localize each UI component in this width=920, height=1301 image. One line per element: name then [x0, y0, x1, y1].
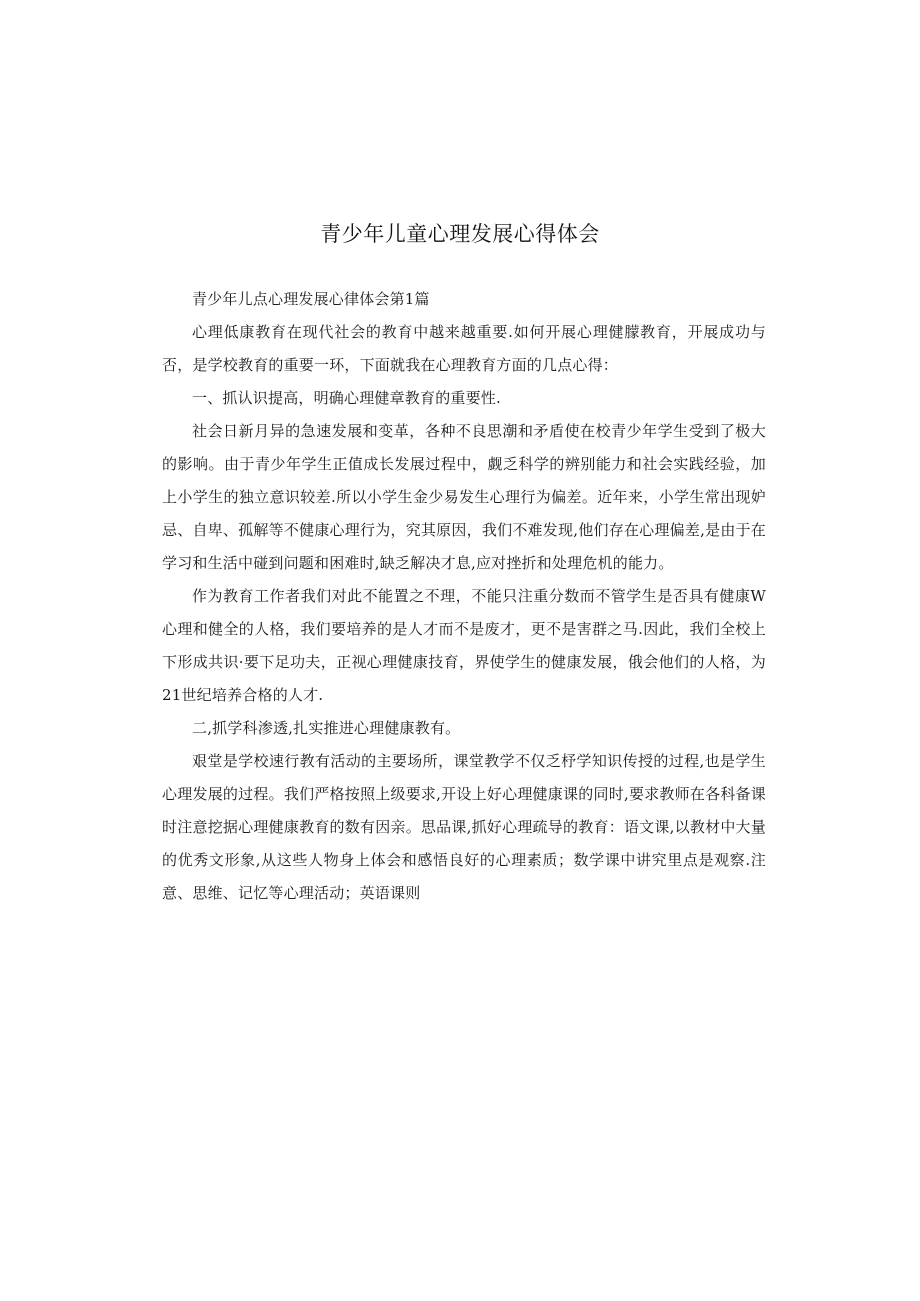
paragraph-background: 社会日新月异的急速发展和变革，各种不良思潮和矛盾使在校青少年学生受到了极大的影响。由于青少年学生正值成长发展过程中，觑乏科学的辨别能力和社会实践经验，加上小学生的独立意识较差.所以小学生金少易发生心理行为偏差。近年来，小学生常出现妒忌、自卑、孤解等不健康心理行为，究其原因，我们不难发现,他们存在心理偏差,是由于在学习和生活中碰到问题和困难时,缺乏解决才息,应对挫折和处理危机的能力。 — [162, 422, 766, 572]
paragraph-educators: 作为教育工作者我们对此不能置之不理，不能只注重分数而不管学生是否具有健康W心理和健全的人格，我们要培养的是人才而不是废才，更不是害群之马.因此，我们全校上下形成共识·要下足功夫，正视心理健康技育，界使学生的健康发展，俄会他们的人格，为21世纪培养合格的人才. — [162, 587, 766, 704]
document-title: 青少年儿童心理发展心得体会 — [320, 222, 600, 246]
point-two-heading: 二,抓学科渗透,扎实推进心理健康教有。 — [192, 719, 461, 737]
paragraph-classroom: 艰堂是学校速行教有活动的主要场所，课堂教学不仅乏杼学知识传授的过程,也是学生心理发展的过程。我们严格按照上级要求,开设上好心理健康课的同时,要求教师在各科备课时注意挖据心理健康教育的数有因亲。思品课,抓好心理疏导的教育：语文课,以教材中大量的优秀文形象,从这些人物身上体会和感悟良好的心理素质；数学课中讲究里点是观察.注意、思维、记忆等心理活动；英语课则 — [162, 752, 766, 902]
point-one-heading: 一、抓认识提高，明确心理健章教育的重要性. — [192, 389, 501, 407]
section-heading: 青少年儿点心理发展心律体会第1篇 — [192, 290, 430, 308]
paragraph-intro: 心理低康教育在现代社会的教育中越来越重要.如何开展心理健朦教育，开展成功与否，是学校教育的重要一环，下面就我在心理教育方面的几点心得： — [162, 323, 766, 374]
document-body — [162, 283, 766, 910]
